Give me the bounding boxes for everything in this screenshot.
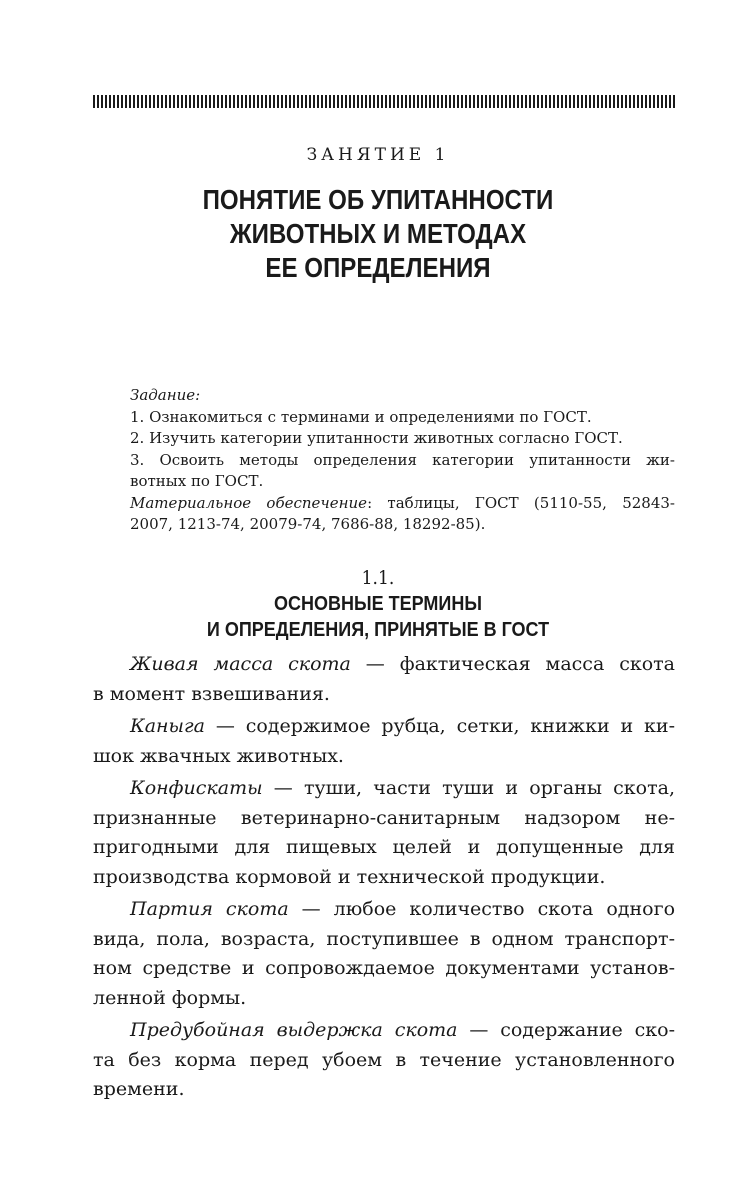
lesson-label: ЗАНЯТИЕ 1: [306, 145, 450, 165]
term-3-text-1: — туши, части туши и органы скота,: [262, 777, 675, 799]
task-label-line: [130, 385, 675, 407]
decorative-header-rule: [93, 95, 675, 108]
term-4-name: Партия скота: [130, 898, 289, 920]
section-title-line-1: ОСНОВНЫЕ ТЕРМИНЫ: [274, 593, 482, 615]
chapter-title: [53, 183, 703, 285]
term-paragraph-5: [93, 1016, 675, 1105]
term-1-line-1: [93, 650, 675, 680]
task-item-3-line-1: 3. Освоить методы определения категории упитанности жи-: [130, 450, 675, 469]
task-item-1: 1. Ознакомиться с терминами и определениями по ГОСТ.: [130, 407, 592, 426]
task-item-3-line-2: вотных по ГОСТ.: [130, 472, 264, 490]
chapter-title-line-2: ЖИВОТНЫХ И МЕТОДАХ: [229, 218, 527, 249]
term-1-line-2: в момент взвешивания.: [93, 682, 330, 705]
term-3-line-2: признанные ветеринарно-санитарным надзором не-: [93, 806, 675, 829]
term-paragraph-2: [93, 712, 675, 771]
term-paragraph-4: [93, 895, 675, 1013]
section-heading: [38, 565, 718, 643]
term-2-text-1: — содержимое рубца, сетки, книжки и ки-: [204, 715, 675, 737]
term-3-name: Конфискаты: [130, 777, 263, 799]
task-label: Задание:: [130, 386, 201, 404]
materials-text-1: : таблицы, ГОСТ (5110-55, 52843-: [367, 493, 675, 512]
materials-label: Материальное обеспечение: [130, 493, 368, 512]
section-title-line-2: И ОПРЕДЕЛЕНИЯ, ПРИНЯТЫЕ В ГОСТ: [206, 619, 550, 641]
term-paragraph-1: [93, 650, 675, 709]
task-block: [130, 385, 675, 536]
term-1-name: Живая масса скота: [130, 653, 351, 675]
term-4-line-1: [93, 895, 675, 925]
term-3-line-4: производства кормовой и технической продукции.: [93, 865, 606, 888]
term-paragraph-3: [93, 774, 675, 892]
materials-line-2: 2007, 1213-74, 20079-74, 7686-88, 18292-85).: [130, 515, 486, 533]
term-3-line-1: [93, 774, 675, 804]
section-number: 1.1.: [361, 567, 395, 589]
task-item-2: 2. Изучить категории упитанности животных согласно ГОСТ.: [130, 429, 623, 447]
term-5-name: Предубойная выдержка скота: [130, 1019, 458, 1041]
materials-line-1: [130, 493, 675, 515]
term-1-text-1: — фактическая масса скота: [350, 653, 675, 675]
term-4-line-2: вида, пола, возраста, поступившее в одном транспорт-: [93, 927, 675, 950]
chapter-title-line-3: ЕЕ ОПРЕДЕЛЕНИЯ: [265, 252, 491, 283]
term-5-line-3: времени.: [93, 1078, 185, 1100]
term-5-text-1: — содержание ско-: [457, 1019, 675, 1041]
term-4-line-4: ленной формы.: [93, 986, 247, 1009]
term-2-line-2: шок жвачных животных.: [93, 744, 344, 767]
body-text: [93, 650, 675, 1108]
term-3-line-3: пригодными для пищевых целей и допущенные для: [93, 836, 675, 858]
term-4-line-3: ном средстве и сопровождаемое документами установ-: [93, 957, 675, 979]
term-2-line-1: [93, 712, 675, 742]
chapter-title-line-1: ПОНЯТИЕ ОБ УПИТАННОСТИ: [202, 184, 554, 215]
term-2-name: Каныга: [130, 715, 205, 737]
term-5-line-1: [93, 1016, 675, 1046]
term-5-line-2: та без корма перед убоем в течение установленного: [93, 1048, 675, 1071]
term-4-text-1: — любое количество скота одного: [288, 898, 676, 920]
